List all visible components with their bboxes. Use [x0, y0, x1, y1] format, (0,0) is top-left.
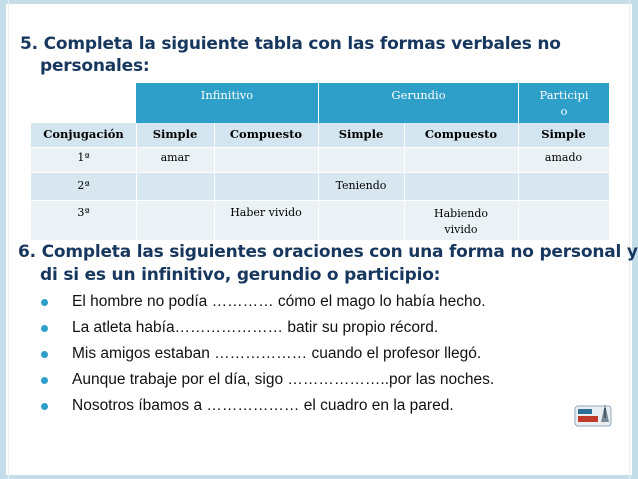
row3-gerundio-compuesto-line1: Habiendo	[434, 207, 488, 220]
section5-heading-line2: personales:	[40, 56, 150, 76]
grid-line	[318, 83, 319, 240]
grid-line	[31, 200, 609, 201]
header-gerundio	[319, 83, 518, 123]
section6-heading-line1: 6. Completa las siguientes oraciones con una forma no personal y	[18, 242, 638, 262]
row1-participio-simple: amado	[518, 147, 609, 172]
frame-left-inner	[8, 0, 9, 479]
row2-infinitivo-simple	[136, 172, 214, 200]
bullet-icon	[41, 351, 48, 358]
header-gerundio-label: Gerundio	[391, 88, 446, 102]
subheader-gerundio-compuesto: Compuesto	[404, 123, 518, 147]
frame-bottom	[0, 475, 638, 479]
grid-line	[404, 123, 405, 240]
row3-infinitivo-compuesto: Haber vivido	[214, 200, 318, 240]
sentence-text: El hombre no podía ………… cómo el mago lo había hecho.	[72, 293, 486, 310]
subheader-infinitivo-compuesto: Compuesto	[214, 123, 318, 147]
sentence-text: La atleta había………………… batir su propio récord.	[72, 319, 439, 336]
row2-infinitivo-compuesto	[214, 172, 318, 200]
row3-conjugacion: 3ª	[31, 200, 136, 240]
section5-heading-line1: 5. Completa la siguiente tabla con las formas verbales no	[20, 34, 561, 54]
bullet-icon	[41, 377, 48, 384]
row2-conjugacion: 2ª	[31, 172, 136, 200]
header-participio-line2: o	[560, 104, 568, 118]
grid-line	[214, 123, 215, 240]
header-infinitivo-label: Infinitivo	[200, 88, 254, 102]
row1-infinitivo-simple: amar	[136, 147, 214, 172]
header-participio-line1: Participi	[539, 88, 589, 102]
sentence-text: Mis amigos estaban ……………… cuando el profesor llegó.	[72, 345, 482, 362]
grid-line	[136, 123, 137, 240]
bullet-icon	[41, 403, 48, 410]
row2-participio-simple	[518, 172, 609, 200]
row1-conjugacion: 1ª	[31, 147, 136, 172]
frame-left	[0, 0, 6, 479]
row3-gerundio-compuesto	[404, 200, 518, 240]
header-participio	[519, 83, 609, 123]
sentence-text: Nosotros íbamos a ……………… el cuadro en la pared.	[72, 397, 454, 414]
subheader-infinitivo-simple: Simple	[136, 123, 214, 147]
frame-right-inner	[629, 0, 630, 479]
sentence-text: Aunque trabaje por el día, sigo ………………..por las noches.	[72, 371, 495, 388]
grid-line	[31, 147, 609, 148]
bullet-icon	[41, 299, 48, 306]
row1-infinitivo-compuesto	[214, 147, 318, 172]
row1-gerundio-simple	[318, 147, 404, 172]
header-infinitivo	[136, 83, 318, 123]
subheader-participio-simple: Simple	[518, 123, 609, 147]
row2-gerundio-compuesto	[404, 172, 518, 200]
grid-line	[31, 172, 609, 173]
logo-graphic	[574, 400, 614, 428]
row3-gerundio-simple	[318, 200, 404, 240]
logo-badge	[574, 400, 614, 428]
frame-right	[632, 0, 638, 479]
row3-participio-simple	[518, 200, 609, 240]
subheader-conjugacion: Conjugación	[31, 123, 136, 147]
section6-heading-line2: di si es un infinitivo, gerundio o participio:	[40, 265, 441, 285]
row3-gerundio-compuesto-line2: vivido	[444, 223, 478, 236]
subheader-gerundio-simple: Simple	[318, 123, 404, 147]
grid-line	[518, 83, 519, 240]
row3-infinitivo-simple	[136, 200, 214, 240]
row2-gerundio-simple: Teniendo	[318, 172, 404, 200]
frame-top	[0, 0, 638, 4]
row1-gerundio-compuesto	[404, 147, 518, 172]
bullet-icon	[41, 325, 48, 332]
